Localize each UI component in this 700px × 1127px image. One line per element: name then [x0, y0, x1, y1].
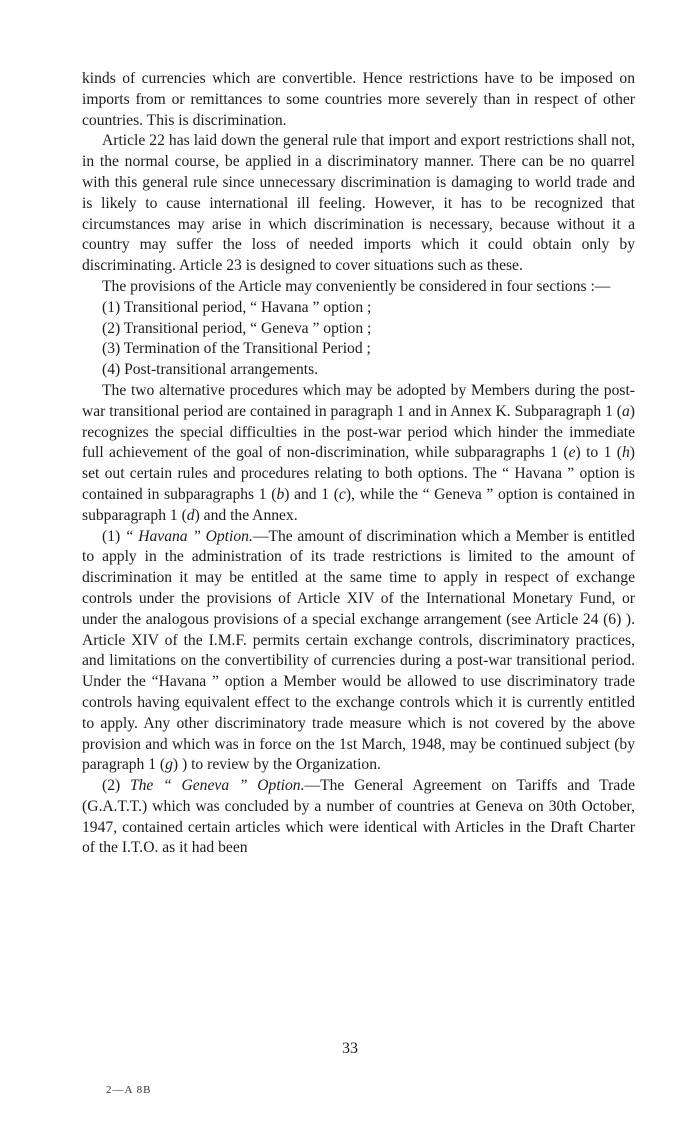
page-number: 33	[342, 1040, 358, 1057]
list-item: (4) Post-transitional arrangements.	[102, 361, 319, 379]
paragraph-havana-option: (1) “ Havana ” Option.—The amount of discrimination which a Member is entitled to apply in the administration of its trade restrictions is limited to the amount of discrimination it may be entitled at the same time to apply in respect of exchange controls under the provisions of Article XIV of the International Monetary Fund, or under the analogous provisions of a special exchange arrangement (see Article 24 (6) ). Article XIV of the I.M.F. permits certain exchange controls, discriminatory practices, and limitations on the convertibility of currencies during a post-war transitional period. Under the “Havana ” option a Member would be allowed to use discriminatory trade controls having equivalent effect to the exchange controls which it is currently entitled to apply. Any other discriminatory trade measure which is not covered by the above provision and which was in force on the 1st March, 1948, may be continued subject (by paragraph 1 (g) ) to review by the Organization.	[82, 527, 635, 774]
list-item: (3) Termination of the Transitional Period ;	[102, 340, 371, 358]
paragraph-3: The provisions of the Article may conveniently be considered in four sections :—	[102, 277, 611, 295]
paragraph-geneva-option: (2) The “ Geneva ” Option.—The General Agreement on Tariffs and Trade (G.A.T.T.) which was concluded by a number of countries at Geneva on 30th October, 1947, contained certain articles which were identical with Articles in the Draft Charter of the I.T.O. as it had been	[82, 777, 635, 857]
printer-signature: 2—A 8B	[106, 1084, 152, 1096]
list-item: (2) Transitional period, “ Geneva ” option ;	[102, 319, 372, 337]
paragraph-4: The two alternative procedures which may be adopted by Members during the post-war transitional period are contained in paragraph 1 and in Annex K. Subparagraph 1 (a) recognizes the special difficulties in the post-war period which hinder the immediate full achievement of the goal of non-discrimination, while subparagraphs 1 (e) to 1 (h) set out certain rules and procedures relating to both options. The “ Havana ” option is contained in subparagraphs 1 (b) and 1 (c), while the “ Geneva ” option is contained in subparagraph 1 (d) and the Annex.	[82, 381, 635, 524]
paragraph-2: Article 22 has laid down the general rule that import and export restrictions shall not, in the normal course, be applied in a discriminatory manner. There can be no quarrel with this general rule since unnecessary discrimination is damaging to world trade and is likely to cause international ill feeling. However, it has to be recognized that circumstances may arise in which discrimination is necessary, because without it a country may suffer the loss of needed imports which it could obtain only by discriminating. Article 23 is designed to cover situations such as these.	[82, 132, 635, 275]
section-heading: “ Havana ” Option.	[124, 527, 253, 545]
document-page	[82, 69, 635, 859]
section-heading: The “ Geneva ” Option.	[129, 777, 305, 795]
list-item: (1) Transitional period, “ Havana ” option ;	[102, 298, 372, 316]
paragraph-1: kinds of currencies which are convertible. Hence restrictions have to be imposed on imports from or remittances to some countries more severely than in respect of other countries. This is discrimination.	[82, 70, 635, 129]
